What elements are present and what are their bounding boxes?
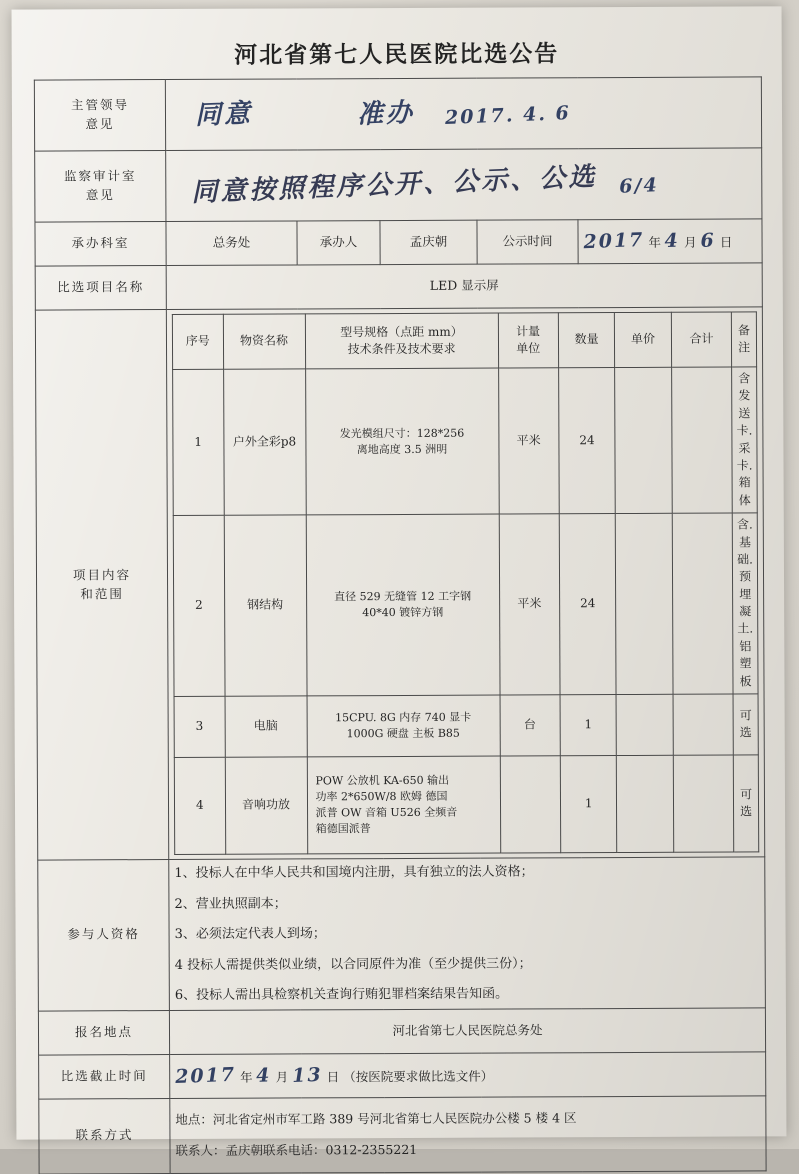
item-spec-line2: 离地高度 3.5 洲明 [356,442,448,456]
item-no: 4 [174,757,225,854]
item-unit: 平米 [498,368,559,514]
table-row [174,755,758,855]
deadline-year-unit: 年 [240,1069,253,1085]
project-content-label-line2: 和范围 [80,585,124,601]
publicity-label: 公示时间 [477,220,578,264]
leader-signature-2: 准办 [356,97,416,130]
item-remark: 可选 [733,755,758,852]
item-name: 钢结构 [224,515,307,696]
deadline-day: 13 [291,1063,324,1087]
item-remark: 可选 [733,694,758,755]
leader-opinion-label [34,80,165,152]
item-qty: 1 [560,756,617,853]
dept-label: 承办科室 [35,222,166,267]
item-spec-line3: 派普 OW 音箱 U526 全频音 [315,805,458,820]
deadline-day-unit: 日 [326,1069,340,1085]
item-remark [732,513,758,694]
leader-opinion-value [165,77,761,151]
qualification-item: 2、营业执照副本； [174,896,287,912]
handler-label: 承办人 [297,221,380,265]
supervise-opinion-label-line1: 监察审计室 [63,168,137,184]
item-qty: 1 [560,695,617,756]
item-spec-line1: POW 公放机 KA-650 输出 [315,773,450,788]
item-price [616,513,673,694]
item-qty: 24 [558,368,615,514]
register-place-label: 报名地点 [38,1010,169,1055]
supervise-mark: 6/4 [618,173,660,198]
item-remark [732,367,757,513]
item-spec-line4: 箱德国派普 [315,822,371,836]
leader-opinion-label-line1: 主管领导 [70,97,129,113]
item-name: 户外全彩p8 [223,369,306,515]
announcement-table [34,76,767,1174]
paper-sheet [12,6,787,1158]
items-col-qty: 数量 [558,313,615,368]
contact-address: 地点：河北省定州市军工路 389 号河北省第七人民医院办公楼 5 楼 4 区 [175,1110,577,1127]
item-spec [307,695,500,757]
deadline-note: （按医院要求做比选文件） [343,1068,494,1085]
contact-label: 联系方式 [39,1098,170,1174]
register-place-value: 河北省第七人民医院总务处 [169,1007,765,1054]
item-spec-line2: 功率 2*650W/8 欧姆 德国 [315,789,448,804]
item-name: 电脑 [225,696,307,757]
supervise-opinion-label-line2: 意见 [85,187,115,203]
table-row [173,513,758,696]
page-title: 河北省第七人民医院比选公告 [234,40,560,69]
item-price [616,694,673,755]
items-col-spec-line1: 型号规格（点距 mm） [340,324,463,339]
table-row-dept [35,219,762,266]
items-header-row [172,312,756,370]
handler-value: 孟庆朝 [380,220,477,264]
publicity-year-unit: 年 [648,235,661,251]
items-col-spec [305,313,498,369]
publicity-month-unit: 月 [684,234,697,251]
items-cell [166,307,764,860]
item-spec-line1: 发光模组尺寸：128*256 [339,426,465,440]
project-content-label [35,310,168,861]
items-col-unit [498,313,559,368]
item-remark-line2: 卡. 箱体 [736,458,753,508]
supervise-opinion-value [166,148,762,222]
item-total [672,513,733,694]
table-row-project-content [35,307,764,860]
item-spec-line2: 40*40 镀锌方钢 [362,605,444,620]
deadline-year: 2017 [174,1063,237,1088]
qualification-label: 参与人资格 [38,860,170,1011]
project-name-label: 比选项目名称 [35,266,166,311]
item-spec [306,514,500,696]
item-total [671,367,732,513]
table-row-register-place [38,1007,765,1054]
item-unit: 台 [500,695,561,756]
qualification-item: 4 投标人需提供类似业绩，以合同原件为准（至少提供三份）； [174,955,532,973]
qualification-item: 3、必须法定代表人到场； [174,926,326,943]
contact-person: 联系人：孟庆朝联系电话：0312-2355221 [175,1141,418,1158]
item-spec-line1: 直径 529 无缝管 12 工字钢 [334,589,472,604]
deadline-month-unit: 月 [275,1069,289,1085]
item-unit: 平米 [499,514,560,695]
item-total [673,694,734,755]
table-row [173,367,758,516]
item-price [617,755,674,852]
deadline-label: 比选截止时间 [39,1054,170,1099]
items-col-total: 合计 [671,312,732,367]
items-col-no: 序号 [172,314,223,369]
supervise-opinion-label [35,151,166,223]
item-unit [500,756,561,853]
item-no: 3 [174,696,225,757]
project-name-value: LED 显示屏 [166,263,762,310]
items-col-price: 单价 [615,312,672,367]
deadline-month: 4 [256,1064,273,1087]
deadline-value [170,1051,766,1098]
item-name: 音响功放 [225,757,307,854]
qualification-list [169,857,766,1010]
publicity-date-value [578,219,762,264]
supervise-handwriting: 同意按照程序公开、公示、公选 [190,161,598,208]
item-no: 1 [173,369,224,515]
publicity-day: 6 [700,229,717,253]
qualification-item: 6、投标人需出具检察机关查询行贿犯罪档案结果告知函。 [174,986,509,1004]
item-total [673,755,734,852]
leader-signature-1: 同意 [194,98,254,131]
project-content-label-line1: 项目内容 [72,566,132,583]
table-row-supervise-opinion [35,148,762,222]
item-spec [305,368,499,515]
item-remark-line1: 含发送卡. 采 [736,371,753,456]
table-row-project-name [35,263,762,310]
items-col-remark: 备注 [732,312,757,367]
items-col-unit-line1: 计量 [516,323,541,339]
table-row-leader-opinion [34,77,761,151]
table-row [174,694,758,758]
table-row-deadline [39,1051,766,1098]
item-spec [307,756,500,854]
qualification-item: 1、投标人在中华人民共和国境内注册，具有独立的法人资格； [174,864,534,882]
item-remark-line1: 含. 基础. 预埋 [736,517,753,602]
leader-signature-date: 2017. 4. 6 [444,101,572,129]
publicity-year: 2017 [583,229,645,254]
publicity-month: 4 [664,229,681,253]
items-table [172,311,759,855]
items-col-name: 物资名称 [223,314,305,369]
leader-opinion-label-line2: 意见 [85,116,115,132]
dept-value: 总务处 [166,221,297,266]
item-price [615,367,672,513]
item-qty: 24 [559,514,616,695]
publicity-day-unit: 日 [719,234,733,250]
contact-value [170,1095,766,1173]
table-row-qualification [38,857,766,1011]
table-row-contact [39,1095,766,1173]
item-spec-line2: 1000G 硬盘 主板 B85 [346,726,460,741]
item-no: 2 [173,515,224,696]
items-col-spec-line2: 技术条件及技术要求 [347,341,456,357]
items-col-unit-line2: 单位 [516,341,541,356]
item-spec-line1: 15CPU. 8G 内存 740 显卡 [335,710,472,725]
item-remark-line2: 凝土. 铝塑板 [737,604,754,689]
